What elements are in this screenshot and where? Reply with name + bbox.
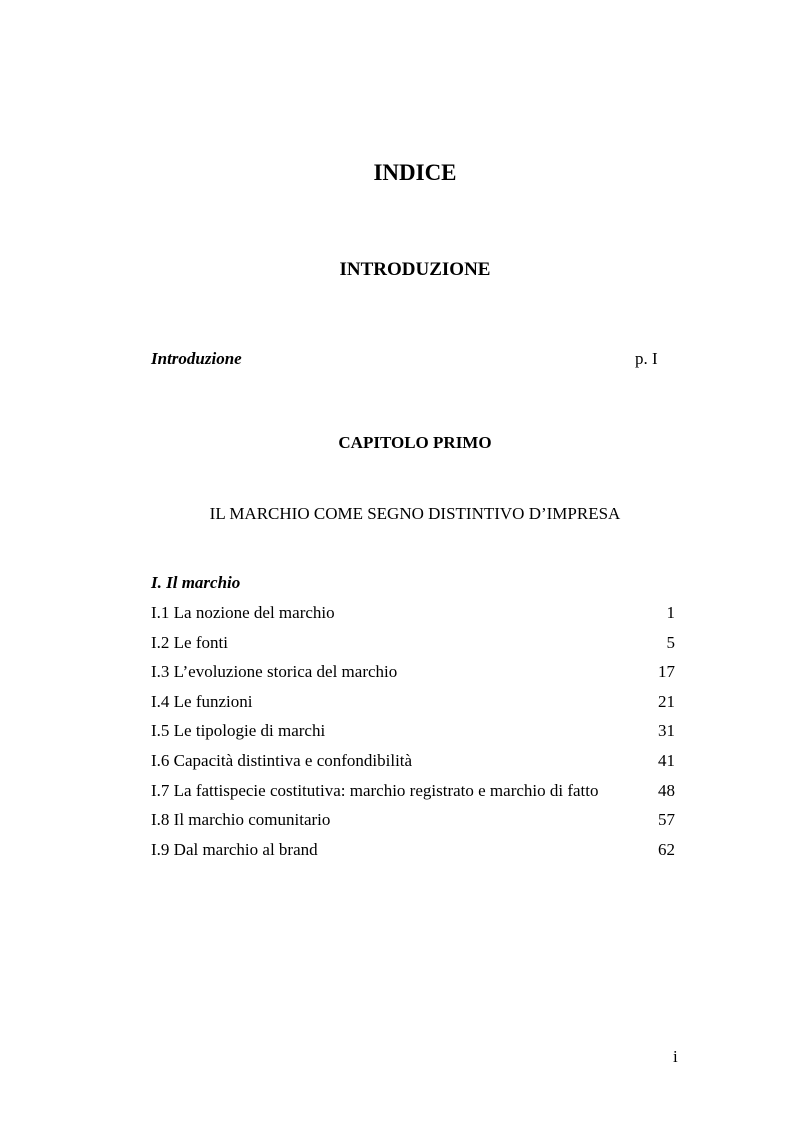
section-heading: I. Il marchio xyxy=(151,573,241,592)
toc-entry xyxy=(151,780,675,810)
toc-entry-page: 48 xyxy=(658,780,675,800)
toc-entry xyxy=(151,602,675,632)
toc-entry xyxy=(151,809,675,839)
toc-entry-title: I.9 Dal marchio al brand xyxy=(151,839,318,859)
toc-entry-title: I.5 Le tipologie di marchi xyxy=(151,721,326,741)
toc-entry xyxy=(151,691,675,721)
toc-entry-page: 41 xyxy=(658,750,675,770)
toc-entry-title: I.2 Le fonti xyxy=(151,632,228,652)
toc-entry xyxy=(151,661,675,691)
index-title: INDICE xyxy=(373,160,457,185)
toc-entry-title: I.8 Il marchio comunitario xyxy=(151,810,331,830)
toc-entry-page: 21 xyxy=(658,691,675,711)
toc-entry-page: 31 xyxy=(658,721,675,741)
chapter-heading: CAPITOLO PRIMO xyxy=(338,433,492,452)
toc-entry-page: 5 xyxy=(666,632,675,652)
toc-entry xyxy=(151,720,675,750)
toc-list xyxy=(151,602,675,868)
page-number: i xyxy=(673,1047,678,1066)
toc-entry-title: I.6 Capacità distintiva e confondibilità xyxy=(151,750,413,770)
toc-entry xyxy=(151,632,675,662)
toc-entry-page: 1 xyxy=(666,603,675,622)
toc-entry xyxy=(151,839,675,869)
toc-entry-title: I.1 La nozione del marchio xyxy=(151,603,335,622)
intro-entry-label: Introduzione xyxy=(151,349,242,368)
toc-entry-title: I.7 La fattispecie costitutiva: marchio registrato e marchio di fatto xyxy=(151,780,599,800)
intro-entry xyxy=(151,349,242,369)
introduction-title: INTRODUZIONE xyxy=(339,259,491,280)
toc-entry-title: I.3 L’evoluzione storica del marchio xyxy=(151,662,398,682)
chapter-title: IL MARCHIO COME SEGNO DISTINTIVO D’IMPRESA xyxy=(209,504,621,523)
toc-entry-page: 17 xyxy=(658,662,675,682)
toc-entry-page: 57 xyxy=(658,810,675,830)
toc-entry xyxy=(151,750,675,780)
toc-entry-page: 62 xyxy=(658,839,675,859)
intro-entry-page: p. I xyxy=(635,349,658,368)
toc-entry-title: I.4 Le funzioni xyxy=(151,691,253,711)
